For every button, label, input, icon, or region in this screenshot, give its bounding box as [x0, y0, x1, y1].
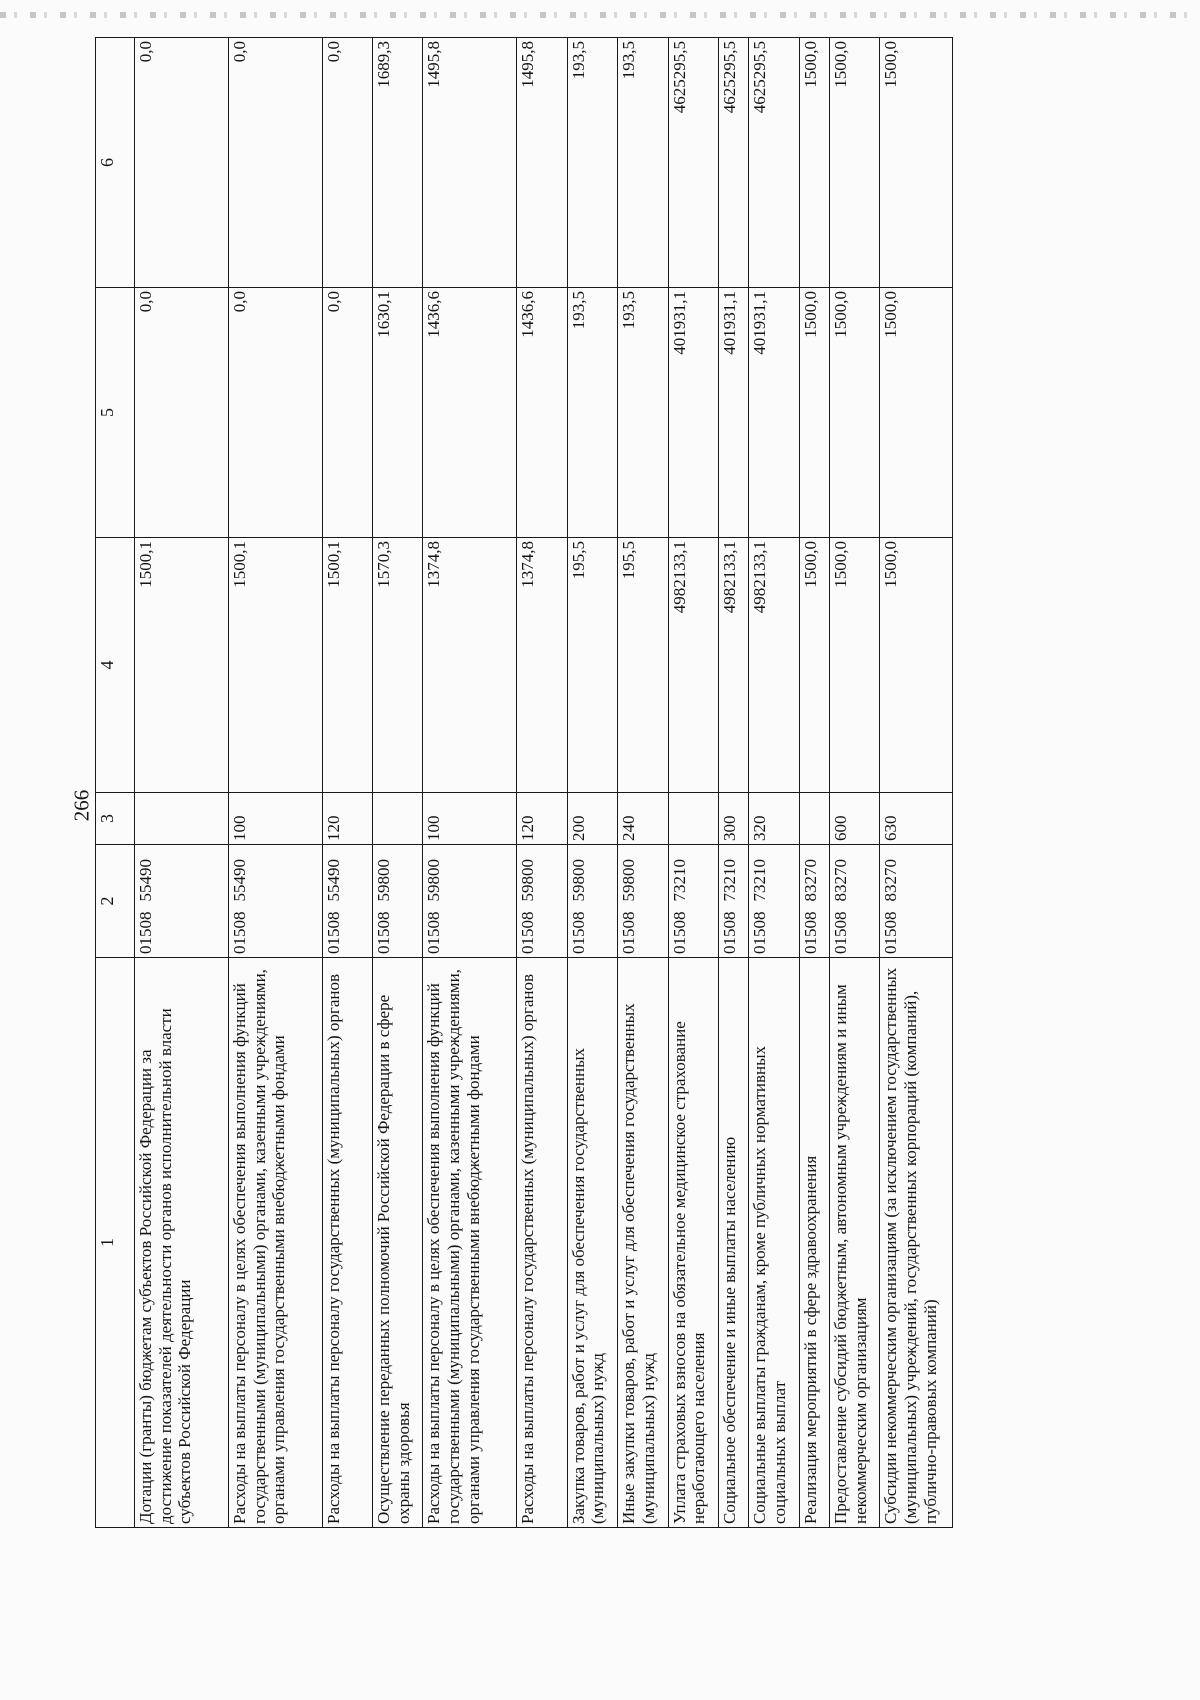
amount-col4-cell: 1374,8 — [423, 538, 517, 793]
direction-code: 59800 — [619, 859, 639, 902]
direction-code: 55490 — [229, 859, 249, 902]
direction-code: 83270 — [830, 859, 850, 902]
amount-col5-cell: 401931,1 — [668, 288, 718, 538]
expense-type-cell — [799, 793, 829, 845]
amount-col4-cell: 1500,1 — [228, 538, 322, 793]
amount-col4-cell: 4982133,1 — [668, 538, 718, 793]
amount-col4-cell: 1500,0 — [880, 538, 953, 793]
amount-col5-cell: 0,0 — [228, 288, 322, 538]
program-code: 01508 — [881, 911, 901, 954]
program-code: 01508 — [136, 911, 155, 954]
expense-type-cell: 630 — [880, 793, 953, 845]
table-row — [749, 38, 799, 1528]
program-code: 01508 — [323, 911, 343, 954]
expense-name-cell: Субсидии некоммерческим организациям (за исключением государственных (муниципальных) учреждений, государственных корпораций (компаний), публично-правовых компаний) — [880, 958, 953, 1528]
program-code: 01508 — [750, 911, 770, 954]
amount-col5-cell: 0,0 — [135, 288, 229, 538]
direction-code: 59800 — [568, 859, 588, 902]
expense-type-cell: 100 — [228, 793, 322, 845]
amount-col6-cell: 4625295,5 — [718, 38, 748, 288]
expense-name-cell: Расходы на выплаты персоналу в целях обеспечения выполнения функций государственными (муниципальными) органами, казенными учреждениями, органами управления государственными внебюджетными фондами — [228, 958, 322, 1528]
amount-col4-cell: 1500,0 — [829, 538, 879, 793]
table-body — [135, 38, 953, 1528]
table-row — [618, 38, 668, 1528]
program-code: 01508 — [619, 911, 639, 954]
expense-name-cell: Дотации (гранты) бюджетам субъектов Российской Федерации за достижение показателей деятельности органов исполнительной власти субъектов Российской Федерации — [135, 958, 229, 1528]
amount-col4-cell: 4982133,1 — [718, 538, 748, 793]
table-header-row — [96, 38, 135, 1528]
amount-col6-cell: 0,0 — [228, 38, 322, 288]
expense-type-cell — [373, 793, 423, 845]
program-code: 01508 — [229, 911, 249, 954]
table-row — [228, 38, 322, 1528]
amount-col4-cell: 4982133,1 — [749, 538, 799, 793]
direction-code: 83270 — [881, 859, 901, 902]
amount-col6-cell: 1500,0 — [799, 38, 829, 288]
amount-col6-cell: 1689,3 — [373, 38, 423, 288]
direction-code: 59800 — [518, 859, 538, 902]
code-cell — [228, 845, 322, 958]
direction-code: 55490 — [323, 859, 343, 902]
amount-col4-cell: 195,5 — [567, 538, 617, 793]
amount-col4-cell: 1570,3 — [373, 538, 423, 793]
program-code: 01508 — [424, 911, 444, 954]
amount-col5-cell: 1630,1 — [373, 288, 423, 538]
program-code: 01508 — [518, 911, 538, 954]
table-row — [373, 38, 423, 1528]
amount-col4-cell: 1500,1 — [322, 538, 372, 793]
amount-col5-cell: 1500,0 — [799, 288, 829, 538]
table-row — [718, 38, 748, 1528]
code-cell — [373, 845, 423, 958]
code-cell — [618, 845, 668, 958]
expense-name-cell: Реализация мероприятий в сфере здравоохранения — [799, 958, 829, 1528]
column-header: 2 — [96, 845, 135, 958]
direction-code: 73210 — [669, 859, 689, 902]
amount-col5-cell: 193,5 — [567, 288, 617, 538]
amount-col4-cell: 1374,8 — [517, 538, 567, 793]
amount-col5-cell: 1500,0 — [829, 288, 879, 538]
amount-col4-cell: 1500,0 — [799, 538, 829, 793]
page-number: 266 — [69, 789, 94, 822]
table-row — [567, 38, 617, 1528]
column-header: 1 — [96, 958, 135, 1528]
table-row — [880, 38, 953, 1528]
code-cell — [322, 845, 372, 958]
amount-col6-cell: 0,0 — [322, 38, 372, 288]
expense-type-cell — [135, 793, 229, 845]
expense-name-cell: Расходы на выплаты персоналу государственных (муниципальных) органов — [322, 958, 372, 1528]
amount-col6-cell: 193,5 — [618, 38, 668, 288]
expense-type-cell: 300 — [718, 793, 748, 845]
amount-col6-cell: 1495,8 — [517, 38, 567, 288]
table-row — [668, 38, 718, 1528]
program-code: 01508 — [669, 911, 689, 954]
expense-name-cell: Социальное обеспечение и иные выплаты населению — [718, 958, 748, 1528]
expense-name-cell: Расходы на выплаты персоналу в целях обеспечения выполнения функций государственными (муниципальными) органами, казенными учреждениями, органами управления государственными внебюджетными фондами — [423, 958, 517, 1528]
amount-col5-cell: 401931,1 — [718, 288, 748, 538]
amount-col5-cell: 1436,6 — [517, 288, 567, 538]
expense-name-cell: Социальные выплаты гражданам, кроме публичных нормативных социальных выплат — [749, 958, 799, 1528]
direction-code: 73210 — [750, 859, 770, 902]
program-code: 01508 — [719, 911, 739, 954]
table-row — [799, 38, 829, 1528]
amount-col4-cell: 195,5 — [618, 538, 668, 793]
direction-code: 59800 — [424, 859, 444, 902]
code-cell — [135, 845, 229, 958]
expense-name-cell: Иные закупки товаров, работ и услуг для обеспечения государственных (муниципальных) нужд — [618, 958, 668, 1528]
direction-code: 83270 — [800, 859, 820, 902]
code-cell — [799, 845, 829, 958]
column-header: 6 — [96, 38, 135, 288]
code-cell — [567, 845, 617, 958]
table-row — [517, 38, 567, 1528]
amount-col5-cell: 193,5 — [618, 288, 668, 538]
amount-col6-cell: 4625295,5 — [668, 38, 718, 288]
direction-code: 55490 — [136, 859, 155, 902]
amount-col6-cell: 1500,0 — [829, 38, 879, 288]
expense-type-cell: 240 — [618, 793, 668, 845]
expense-type-cell: 320 — [749, 793, 799, 845]
code-cell — [668, 845, 718, 958]
program-code: 01508 — [568, 911, 588, 954]
expense-type-cell: 100 — [423, 793, 517, 845]
amount-col5-cell: 1436,6 — [423, 288, 517, 538]
expense-type-cell: 120 — [322, 793, 372, 845]
table-row — [322, 38, 372, 1528]
code-cell — [718, 845, 748, 958]
amount-col4-cell: 1500,1 — [135, 538, 229, 793]
program-code: 01508 — [800, 911, 820, 954]
code-cell — [749, 845, 799, 958]
table-row — [423, 38, 517, 1528]
column-header: 3 — [96, 793, 135, 845]
code-cell — [517, 845, 567, 958]
code-cell — [880, 845, 953, 958]
amount-col5-cell: 401931,1 — [749, 288, 799, 538]
amount-col6-cell: 193,5 — [567, 38, 617, 288]
column-header: 4 — [96, 538, 135, 793]
amount-col5-cell: 0,0 — [322, 288, 372, 538]
expense-name-cell: Осуществление переданных полномочий Российской Федерации в сфере охраны здоровья — [373, 958, 423, 1528]
table-row — [829, 38, 879, 1528]
program-code: 01508 — [374, 911, 394, 954]
amount-col6-cell: 0,0 — [135, 38, 229, 288]
amount-col6-cell: 4625295,5 — [749, 38, 799, 288]
direction-code: 73210 — [719, 859, 739, 902]
table-row — [135, 38, 229, 1528]
expense-name-cell: Предоставление субсидий бюджетным, автономным учреждениям и иным некоммерческим организациям — [829, 958, 879, 1528]
expense-type-cell: 120 — [517, 793, 567, 845]
code-cell — [423, 845, 517, 958]
rotated-document-sheet — [95, 38, 953, 1528]
amount-col6-cell: 1495,8 — [423, 38, 517, 288]
program-code: 01508 — [830, 911, 850, 954]
budget-table — [95, 37, 953, 1528]
expense-type-cell: 600 — [829, 793, 879, 845]
amount-col6-cell: 1500,0 — [880, 38, 953, 288]
direction-code: 59800 — [374, 859, 394, 902]
scan-artifact-line — [0, 12, 1200, 18]
amount-col5-cell: 1500,0 — [880, 288, 953, 538]
expense-name-cell: Уплата страховых взносов на обязательное медицинское страхование неработающего населения — [668, 958, 718, 1528]
column-header: 5 — [96, 288, 135, 538]
expense-name-cell: Расходы на выплаты персоналу государственных (муниципальных) органов — [517, 958, 567, 1528]
expense-type-cell: 200 — [567, 793, 617, 845]
code-cell — [829, 845, 879, 958]
expense-name-cell: Закупка товаров, работ и услуг для обеспечения государственных (муниципальных) нужд — [567, 958, 617, 1528]
expense-type-cell — [668, 793, 718, 845]
